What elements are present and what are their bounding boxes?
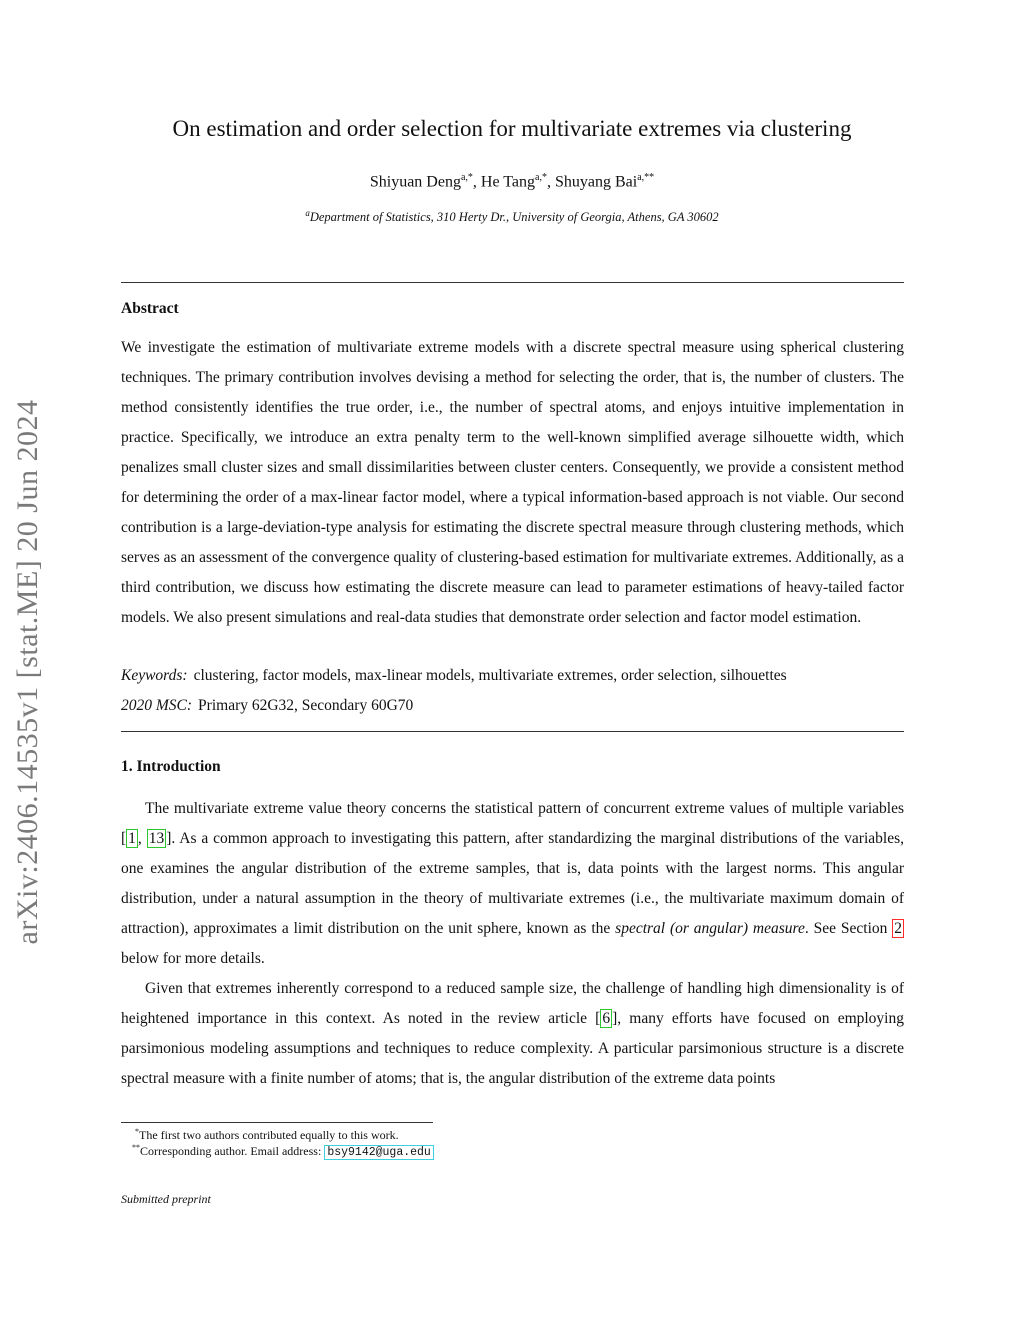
abstract-bottom-rule bbox=[121, 731, 904, 732]
author-affil-mark: a,* bbox=[535, 172, 547, 183]
footnote-rule bbox=[121, 1122, 433, 1123]
msc-line bbox=[121, 697, 904, 715]
text-run: The multivariate extreme value theory concerns the statistical pattern of concurrent extreme values of multiple variables [ bbox=[121, 800, 904, 847]
keywords-label: Keywords: bbox=[121, 667, 188, 684]
arxiv-identifier: arXiv:2406.14535v1 [stat.ME] 20 Jun 2024 bbox=[11, 399, 44, 945]
section-reference-link[interactable]: 2 bbox=[894, 920, 903, 937]
intro-paragraph-2 bbox=[121, 974, 904, 1094]
msc-text: Primary 62G32, Secondary 60G70 bbox=[198, 697, 414, 714]
citation-link-6[interactable]: 6 bbox=[602, 1010, 611, 1027]
text-run: below for more details. bbox=[121, 950, 265, 967]
text-run: ]. As a common approach to investigating this pattern, after standardizing the marginal distributions of the variables, one examines the angular distribution of the extreme samples, that is, data points with the largest norms. This angular distribution, under a natural assumption in the theory of multivariate extremes (i.e., the multivariate maximum domain of attraction), approximates a limit distribution on the unit sphere, known as the bbox=[121, 830, 904, 937]
author-affil-mark: a,* bbox=[460, 172, 473, 183]
msc-label: 2020 MSC: bbox=[121, 697, 193, 714]
abstract-text: We investigate the estimation of multivariate extreme models with a discrete spectral measure using spherical clustering techniques. The primary contribution involves devising a method for selecting the order, that is, the number of clusters. The method consistently identifies the true order, i.e., the number of spectral atoms, and enjoys intuitive implementation in practice. Specifically, we introduce an extra penalty term to the well-known simplified average silhouette width, which penalizes small cluster sizes and small dissimilarities between cluster centers. Consequently, we provide a consistent method for determining the order of a max-linear factor model, where a typical information-based approach is not viable. Our second contribution is a large-deviation-type analysis for estimating the discrete spectral measure through clustering methods, which serves as an assessment of the convergence quality of clustering-based estimation for multivariate extremes. Additionally, as a third contribution, we discuss how estimating the discrete measure can lead to parameter estimations of heavy-tailed factor models. We also present simulations and real-data studies that demonstrate order selection and factor model estimation. bbox=[121, 339, 904, 626]
intro-paragraph-1 bbox=[121, 794, 904, 974]
citation-link-1[interactable]: 1 bbox=[128, 830, 136, 847]
keywords-text: clustering, factor models, max-linear models, multivariate extremes, order selection, silhouettes bbox=[193, 667, 787, 684]
top-rule bbox=[121, 282, 904, 283]
keywords-line bbox=[121, 667, 904, 685]
footnote-mark: * bbox=[135, 1127, 139, 1136]
footnote-text: Corresponding author. Email address: bbox=[140, 1144, 325, 1158]
submitted-preprint-label: Submitted preprint bbox=[121, 1192, 211, 1206]
author-name: Shiyuan Deng bbox=[369, 173, 461, 191]
email-link[interactable]: bsy9142@uga.edu bbox=[324, 1145, 434, 1160]
affiliation bbox=[0, 208, 1024, 225]
author-affil-mark: a,** bbox=[637, 172, 655, 183]
footnote-mark: ** bbox=[132, 1143, 140, 1152]
text-run: . See Section bbox=[804, 920, 893, 937]
footnote-1 bbox=[135, 1127, 399, 1143]
paper-title: On estimation and order selection for multivariate extremes via clustering bbox=[172, 116, 852, 141]
abstract-heading: Abstract bbox=[121, 300, 179, 317]
author-name: He Tang bbox=[480, 173, 536, 191]
affiliation-mark: a bbox=[305, 208, 310, 218]
text-run: ], many efforts have focused on employing parsimonious modeling assumptions and techniques to reduce complexity. A particular parsimonious structure is a discrete spectral measure with a finite number of atoms; that is, the angular distribution of the extreme data points bbox=[121, 1010, 904, 1087]
citation-link-13[interactable]: 13 bbox=[148, 830, 165, 847]
footnote-text: The first two authors contributed equally to this work. bbox=[139, 1128, 399, 1142]
text-run: , bbox=[137, 830, 147, 847]
author-list: Shiyuan Deng$^{a,*}$, He Tang$^{a,*}$, Shuyang Bai$^{a,**}$ bbox=[369, 172, 655, 191]
text-run: Given that extremes inherently correspond to a reduced sample size, the challenge of handling high dimensionality is of heightened importance in this context. As noted in the review article [ bbox=[121, 980, 904, 1027]
section-heading-introduction: 1. Introduction bbox=[121, 758, 221, 775]
affiliation-text: Department of Statistics, 310 Herty Dr., University of Georgia, Athens, GA 30602 bbox=[309, 210, 719, 225]
emphasized-term: spectral (or angular) measure bbox=[615, 920, 805, 937]
footnote-2 bbox=[132, 1143, 434, 1159]
author-name: Shuyang Bai bbox=[554, 173, 638, 191]
